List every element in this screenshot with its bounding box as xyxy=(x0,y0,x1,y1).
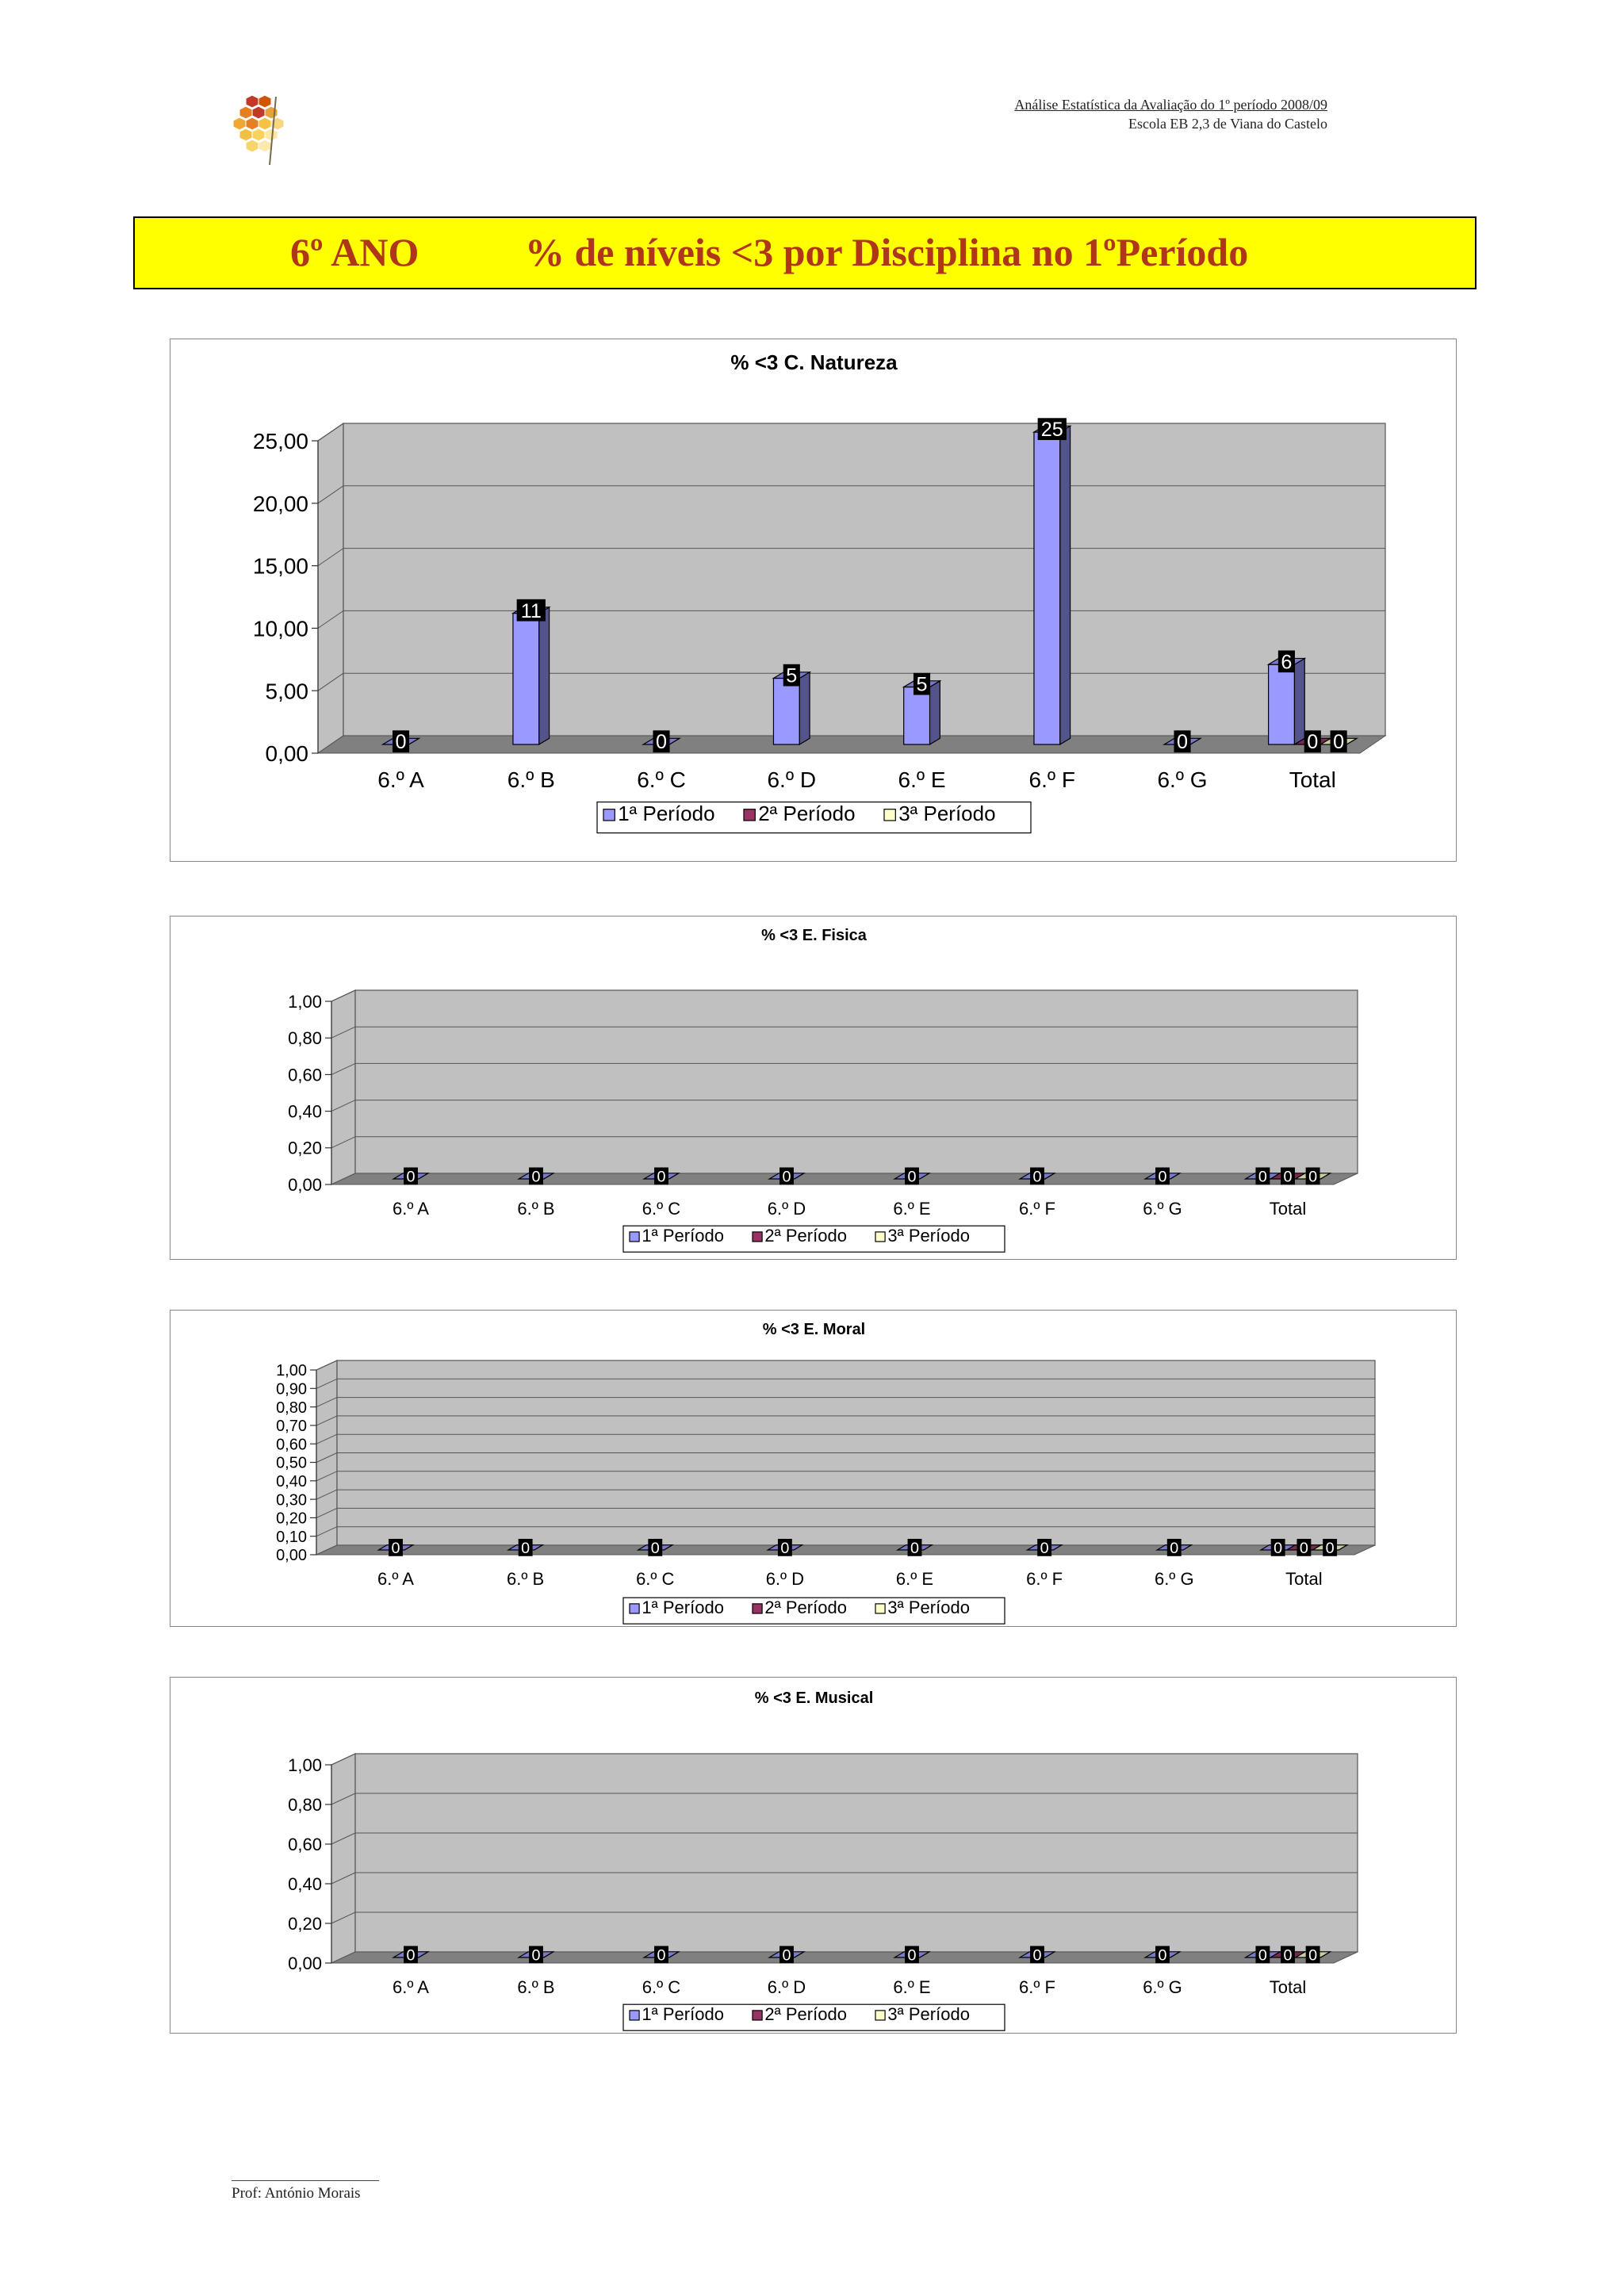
data-label xyxy=(1323,1539,1337,1557)
data-label xyxy=(783,664,800,687)
floor xyxy=(318,736,1385,753)
x-category-label: 6.º F xyxy=(1019,1977,1055,1997)
floor xyxy=(331,1952,1358,1963)
x-category-label: 6.º F xyxy=(1028,767,1076,792)
svg-text:0: 0 xyxy=(406,1168,416,1186)
x-category-label: 6.º F xyxy=(1019,1199,1055,1219)
svg-text:25: 25 xyxy=(1040,419,1063,442)
x-category-label: 6.º B xyxy=(517,1199,555,1219)
svg-text:2ª Período: 2ª Período xyxy=(764,2004,847,2024)
data-label xyxy=(393,730,409,753)
svg-text:1ª Período: 1ª Período xyxy=(618,802,715,825)
bar-1-5 xyxy=(1034,426,1071,744)
data-label xyxy=(1278,650,1295,673)
data-label xyxy=(654,1946,668,1965)
x-category-label: Total xyxy=(1269,1977,1307,1997)
svg-text:0: 0 xyxy=(1274,1540,1283,1558)
side-wall xyxy=(331,990,355,1184)
x-category-label: 6.º C xyxy=(642,1199,681,1219)
chart-panel-c-natureza xyxy=(170,339,1457,862)
svg-text:0: 0 xyxy=(1032,1946,1042,1965)
data-label xyxy=(1255,1946,1270,1965)
data-label xyxy=(908,1539,922,1557)
y-tick-label: 25,00 xyxy=(252,429,308,454)
data-label xyxy=(648,1539,662,1557)
y-tick-label: 0,90 xyxy=(276,1380,307,1399)
chart-title: % <3 E. Moral xyxy=(762,1321,866,1338)
svg-text:6: 6 xyxy=(1281,651,1293,674)
svg-text:0: 0 xyxy=(1040,1540,1049,1558)
side-wall xyxy=(331,1754,355,1963)
y-tick-label: 0,20 xyxy=(288,1138,322,1158)
svg-text:0: 0 xyxy=(1308,1168,1318,1186)
chart-svg xyxy=(170,1311,1457,1628)
svg-text:2ª Período: 2ª Período xyxy=(764,1226,847,1246)
svg-text:0: 0 xyxy=(1258,1168,1267,1186)
chart-title: % <3 C. Natureza xyxy=(730,350,898,374)
data-label xyxy=(1030,1946,1044,1965)
legend-item xyxy=(875,2004,970,2024)
data-label xyxy=(654,1168,668,1186)
y-tick-label: 15,00 xyxy=(252,553,308,579)
data-label xyxy=(1304,730,1321,753)
footer-author: Prof: António Morais xyxy=(232,2185,361,2202)
legend-item xyxy=(875,1598,970,1617)
svg-text:0: 0 xyxy=(907,1168,917,1186)
x-category-label: 6.º D xyxy=(767,767,817,792)
data-label xyxy=(914,673,930,696)
chart-panel-e-musical xyxy=(170,1677,1457,2034)
x-category-label: Total xyxy=(1285,1569,1323,1589)
svg-text:0: 0 xyxy=(1158,1168,1167,1186)
y-tick-label: 0,80 xyxy=(276,1399,307,1417)
legend-item xyxy=(753,1226,847,1246)
chart-svg xyxy=(170,1678,1457,2034)
x-category-label: 6.º A xyxy=(377,1569,414,1589)
svg-text:1ª Período: 1ª Período xyxy=(642,1226,724,1246)
svg-text:0: 0 xyxy=(657,1168,666,1186)
data-label xyxy=(779,1946,794,1965)
x-category-label: 6.º A xyxy=(393,1977,429,1997)
svg-text:0: 0 xyxy=(910,1540,920,1558)
svg-text:0: 0 xyxy=(1325,1540,1335,1558)
svg-text:0: 0 xyxy=(531,1946,541,1965)
svg-text:1ª Período: 1ª Período xyxy=(642,2004,724,2024)
x-category-label: 6.º G xyxy=(1143,1977,1182,1997)
x-category-label: 6.º F xyxy=(1026,1569,1063,1589)
chart-svg xyxy=(170,916,1457,1261)
data-label xyxy=(1271,1539,1285,1557)
y-tick-label: 0,40 xyxy=(276,1473,307,1490)
x-category-label: 6.º E xyxy=(895,1569,934,1589)
x-category-label: 6.º D xyxy=(765,1569,805,1589)
data-label xyxy=(1281,1168,1295,1186)
x-category-label: 6.º E xyxy=(893,1977,931,1997)
x-category-label: 6.º B xyxy=(517,1977,555,1997)
x-category-label: 6.º A xyxy=(377,767,424,792)
x-category-label: 6.º E xyxy=(893,1199,931,1219)
footer-rule xyxy=(232,2180,379,2181)
svg-text:0: 0 xyxy=(1170,1540,1179,1558)
svg-text:0: 0 xyxy=(1283,1168,1293,1186)
title-banner xyxy=(133,216,1477,289)
y-tick-label: 1,00 xyxy=(276,1362,307,1380)
svg-text:0: 0 xyxy=(531,1168,541,1186)
svg-text:2ª Período: 2ª Período xyxy=(758,802,856,825)
legend-item xyxy=(630,2004,724,2024)
svg-text:0: 0 xyxy=(1258,1946,1267,1965)
y-tick-label: 0,20 xyxy=(288,1913,322,1934)
floor xyxy=(331,1173,1358,1184)
data-label xyxy=(1155,1168,1170,1186)
legend-item xyxy=(630,1598,724,1617)
y-tick-label: 0,40 xyxy=(288,1101,322,1122)
y-tick-label: 0,10 xyxy=(276,1528,307,1546)
legend-item xyxy=(875,1226,970,1246)
svg-text:0: 0 xyxy=(395,731,407,754)
x-category-label: 6.º B xyxy=(507,1569,545,1589)
svg-text:0: 0 xyxy=(650,1540,660,1558)
x-category-label: 6.º E xyxy=(898,767,946,792)
svg-text:0: 0 xyxy=(1299,1540,1308,1558)
svg-text:1ª Período: 1ª Período xyxy=(642,1598,724,1617)
legend xyxy=(623,1598,1005,1624)
bar-1-1 xyxy=(513,607,550,744)
data-label xyxy=(905,1946,919,1965)
x-category-label: 6.º A xyxy=(393,1199,429,1219)
legend-item xyxy=(744,802,856,825)
y-tick-label: 0,50 xyxy=(276,1454,307,1472)
legend xyxy=(623,2004,1005,2030)
document-header xyxy=(1014,95,1327,133)
data-label xyxy=(1306,1946,1320,1965)
y-tick-label: 0,60 xyxy=(288,1065,322,1085)
chart-title: % <3 E. Musical xyxy=(754,1689,874,1707)
y-tick-label: 20,00 xyxy=(252,491,308,516)
x-category-label: 6.º G xyxy=(1143,1199,1182,1219)
legend-item xyxy=(753,2004,847,2024)
svg-text:0: 0 xyxy=(1158,1946,1167,1965)
y-tick-label: 0,60 xyxy=(276,1436,307,1454)
svg-text:0: 0 xyxy=(782,1946,791,1965)
data-label xyxy=(1038,418,1067,441)
data-label xyxy=(519,1539,533,1557)
svg-text:11: 11 xyxy=(520,599,542,622)
y-tick-label: 0,00 xyxy=(288,1174,322,1195)
legend-item xyxy=(630,1226,724,1246)
y-tick-label: 0,60 xyxy=(288,1834,322,1854)
legend xyxy=(623,1226,1005,1252)
data-label xyxy=(1174,730,1190,753)
svg-text:3ª Período: 3ª Período xyxy=(887,1598,970,1617)
x-category-label: 6.º B xyxy=(507,767,555,792)
data-label xyxy=(1255,1168,1270,1186)
y-tick-label: 5,00 xyxy=(265,679,308,704)
y-tick-label: 0,20 xyxy=(276,1510,307,1528)
svg-text:0: 0 xyxy=(657,1946,666,1965)
side-wall xyxy=(318,423,343,753)
legend-item xyxy=(884,802,996,825)
data-label xyxy=(529,1946,543,1965)
x-category-label: 6.º G xyxy=(1157,767,1208,792)
legend xyxy=(597,802,1031,833)
svg-text:0: 0 xyxy=(1283,1946,1293,1965)
x-category-label: Total xyxy=(1289,767,1336,792)
svg-text:0: 0 xyxy=(391,1540,400,1558)
x-category-label: 6.º C xyxy=(636,1569,675,1589)
data-label xyxy=(1167,1539,1182,1557)
y-tick-label: 0,80 xyxy=(288,1794,322,1815)
svg-text:3ª Período: 3ª Período xyxy=(887,1226,970,1246)
data-label xyxy=(529,1168,543,1186)
y-tick-label: 0,70 xyxy=(276,1418,307,1436)
chart-svg xyxy=(170,339,1457,863)
y-tick-label: 0,30 xyxy=(276,1491,307,1510)
data-label xyxy=(1155,1946,1170,1965)
svg-text:0: 0 xyxy=(656,731,668,754)
svg-text:0: 0 xyxy=(780,1540,790,1558)
svg-text:0: 0 xyxy=(406,1946,416,1965)
back-wall xyxy=(343,423,1385,736)
header-line-1: Análise Estatística da Avaliação do 1º período 2008/09 xyxy=(1014,97,1327,113)
banner-title: % de níveis <3 por Disciplina no 1ºPeríodo xyxy=(525,230,1249,274)
svg-text:0: 0 xyxy=(1333,731,1345,754)
data-label xyxy=(517,599,546,622)
svg-text:2ª Período: 2ª Período xyxy=(764,1598,847,1617)
data-label xyxy=(404,1946,418,1965)
data-label xyxy=(1297,1539,1311,1557)
svg-text:0: 0 xyxy=(1177,731,1189,754)
x-category-label: 6.º C xyxy=(637,767,686,792)
floor xyxy=(316,1545,1375,1555)
chart-panel-e-moral xyxy=(170,1310,1457,1627)
data-label xyxy=(1306,1168,1320,1186)
svg-text:0: 0 xyxy=(782,1168,791,1186)
data-label xyxy=(1281,1946,1295,1965)
y-tick-label: 1,00 xyxy=(288,1755,322,1775)
x-category-label: 6.º C xyxy=(642,1977,681,1997)
svg-text:3ª Período: 3ª Período xyxy=(898,802,996,825)
data-label xyxy=(404,1168,418,1186)
x-category-label: 6.º G xyxy=(1154,1569,1194,1589)
y-tick-label: 0,00 xyxy=(288,1953,322,1973)
data-label xyxy=(389,1539,403,1557)
svg-text:5: 5 xyxy=(916,673,928,696)
banner-year: 6º ANO xyxy=(290,230,419,274)
data-label xyxy=(653,730,669,753)
y-tick-label: 1,00 xyxy=(288,991,322,1012)
y-tick-label: 0,00 xyxy=(265,741,308,767)
data-label xyxy=(779,1168,794,1186)
data-label xyxy=(778,1539,792,1557)
school-logo xyxy=(230,94,293,170)
data-label xyxy=(1037,1539,1051,1557)
y-tick-label: 10,00 xyxy=(252,616,308,641)
svg-text:5: 5 xyxy=(786,664,798,687)
header-line-2: Escola EB 2,3 de Viana do Castelo xyxy=(1128,116,1327,132)
svg-text:0: 0 xyxy=(521,1540,530,1558)
svg-text:0: 0 xyxy=(907,1946,917,1965)
chart-title: % <3 E. Fisica xyxy=(761,927,867,944)
data-label xyxy=(905,1168,919,1186)
x-category-label: 6.º D xyxy=(767,1199,806,1219)
svg-text:0: 0 xyxy=(1308,1946,1318,1965)
svg-text:3ª Período: 3ª Período xyxy=(887,2004,970,2024)
svg-text:0: 0 xyxy=(1307,731,1319,754)
data-label xyxy=(1030,1168,1044,1186)
back-wall xyxy=(355,1754,1358,1952)
y-tick-label: 0,40 xyxy=(288,1873,322,1894)
legend-item xyxy=(753,1598,847,1617)
back-wall xyxy=(355,990,1358,1173)
y-tick-label: 0,80 xyxy=(288,1028,322,1049)
legend-item xyxy=(603,802,715,825)
x-category-label: 6.º D xyxy=(767,1977,806,1997)
svg-text:0: 0 xyxy=(1032,1168,1042,1186)
chart-panel-e-fisica xyxy=(170,916,1457,1260)
y-tick-label: 0,00 xyxy=(276,1547,307,1565)
data-label xyxy=(1331,730,1347,753)
x-category-label: Total xyxy=(1269,1199,1307,1219)
